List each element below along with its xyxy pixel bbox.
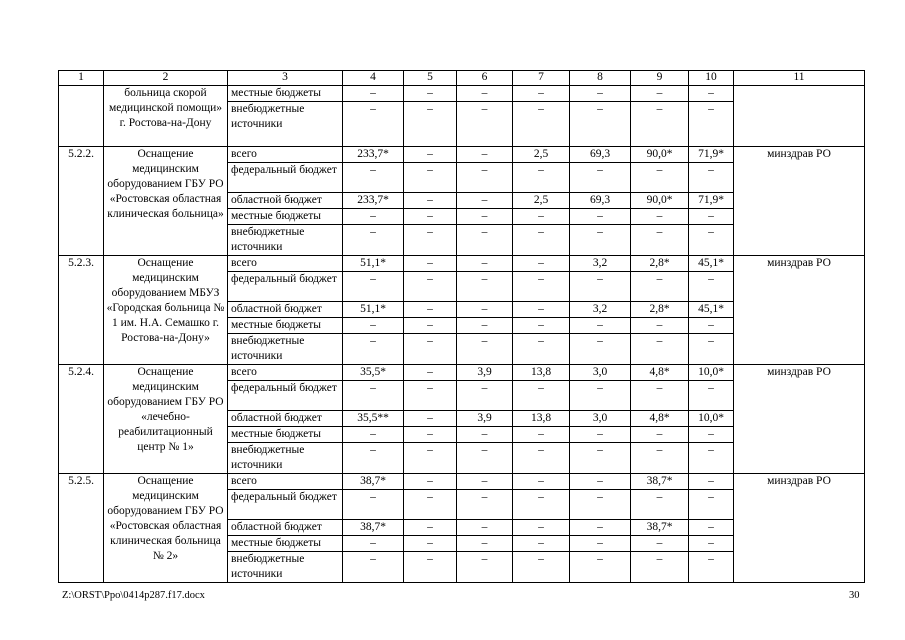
- value-cell: –: [631, 334, 689, 365]
- responsible-org-cell: [734, 86, 865, 147]
- value-cell: –: [513, 536, 570, 552]
- funding-source-cell: местные бюджеты: [228, 536, 343, 552]
- value-cell: –: [404, 443, 457, 474]
- value-cell: –: [457, 536, 513, 552]
- value-cell: 38,7*: [343, 474, 404, 490]
- value-cell: 35,5**: [343, 411, 404, 427]
- funding-source-cell: местные бюджеты: [228, 86, 343, 102]
- value-cell: –: [457, 272, 513, 302]
- item-code-cell: [59, 86, 104, 147]
- value-cell: –: [689, 552, 734, 583]
- value-cell: –: [513, 474, 570, 490]
- value-cell: –: [570, 381, 631, 411]
- header-cell: 8: [570, 71, 631, 86]
- value-cell: –: [689, 272, 734, 302]
- value-cell: –: [404, 102, 457, 147]
- value-cell: –: [631, 552, 689, 583]
- value-cell: –: [689, 381, 734, 411]
- value-cell: 2,8*: [631, 256, 689, 272]
- item-name-cell: Оснащение медицинским оборудованием ГБУ РО «Ростовская областная клиническая больница»: [104, 147, 228, 256]
- value-cell: 233,7*: [343, 147, 404, 163]
- value-cell: –: [343, 334, 404, 365]
- value-cell: –: [513, 86, 570, 102]
- value-cell: –: [513, 443, 570, 474]
- value-cell: –: [570, 225, 631, 256]
- value-cell: –: [457, 86, 513, 102]
- header-row: [59, 71, 865, 86]
- header-cell: 2: [104, 71, 228, 86]
- value-cell: –: [404, 209, 457, 225]
- value-cell: –: [689, 86, 734, 102]
- value-cell: –: [513, 163, 570, 193]
- value-cell: –: [689, 318, 734, 334]
- header-cell: 4: [343, 71, 404, 86]
- value-cell: –: [404, 256, 457, 272]
- value-cell: –: [404, 474, 457, 490]
- value-cell: –: [343, 427, 404, 443]
- funding-source-cell: внебюджетные источники: [228, 552, 343, 583]
- value-cell: –: [689, 334, 734, 365]
- value-cell: –: [570, 427, 631, 443]
- value-cell: 38,7*: [343, 520, 404, 536]
- value-cell: –: [689, 536, 734, 552]
- value-cell: 10,0*: [689, 411, 734, 427]
- file-path: Z:\ORST\Ppo\0414p287.f17.docx: [62, 590, 205, 601]
- value-cell: 3,2: [570, 256, 631, 272]
- table-row: [59, 365, 865, 381]
- page-number: 30: [849, 590, 860, 601]
- value-cell: –: [343, 552, 404, 583]
- value-cell: 233,7*: [343, 193, 404, 209]
- value-cell: –: [570, 102, 631, 147]
- value-cell: –: [513, 381, 570, 411]
- value-cell: –: [513, 427, 570, 443]
- value-cell: 10,0*: [689, 365, 734, 381]
- value-cell: –: [343, 536, 404, 552]
- value-cell: –: [457, 302, 513, 318]
- value-cell: –: [570, 536, 631, 552]
- value-cell: 3,0: [570, 365, 631, 381]
- value-cell: –: [689, 520, 734, 536]
- value-cell: –: [631, 536, 689, 552]
- value-cell: –: [404, 86, 457, 102]
- value-cell: –: [570, 552, 631, 583]
- responsible-org-cell: минздрав РО: [734, 365, 865, 474]
- value-cell: –: [513, 272, 570, 302]
- value-cell: –: [404, 163, 457, 193]
- value-cell: –: [404, 536, 457, 552]
- value-cell: –: [457, 381, 513, 411]
- value-cell: 3,2: [570, 302, 631, 318]
- value-cell: 2,8*: [631, 302, 689, 318]
- value-cell: 45,1*: [689, 302, 734, 318]
- value-cell: –: [570, 163, 631, 193]
- value-cell: 3,9: [457, 411, 513, 427]
- funding-source-cell: внебюджетные источники: [228, 443, 343, 474]
- funding-source-cell: местные бюджеты: [228, 427, 343, 443]
- value-cell: –: [570, 520, 631, 536]
- value-cell: –: [343, 381, 404, 411]
- funding-source-cell: всего: [228, 147, 343, 163]
- value-cell: –: [457, 256, 513, 272]
- value-cell: –: [689, 443, 734, 474]
- value-cell: –: [570, 318, 631, 334]
- value-cell: 90,0*: [631, 147, 689, 163]
- header-cell: 6: [457, 71, 513, 86]
- funding-source-cell: всего: [228, 256, 343, 272]
- value-cell: –: [343, 163, 404, 193]
- value-cell: –: [631, 272, 689, 302]
- responsible-org-cell: минздрав РО: [734, 147, 865, 256]
- value-cell: –: [343, 225, 404, 256]
- header-cell: 9: [631, 71, 689, 86]
- item-name-cell: Оснащение медицинским оборудованием ГБУ РО «лечебно-реабилитационный центр № 1»: [104, 365, 228, 474]
- funding-source-cell: местные бюджеты: [228, 318, 343, 334]
- value-cell: –: [404, 411, 457, 427]
- value-cell: –: [404, 225, 457, 256]
- value-cell: 4,8*: [631, 411, 689, 427]
- value-cell: 35,5*: [343, 365, 404, 381]
- value-cell: –: [570, 474, 631, 490]
- funding-source-cell: местные бюджеты: [228, 209, 343, 225]
- responsible-org-cell: минздрав РО: [734, 474, 865, 583]
- value-cell: 3,0: [570, 411, 631, 427]
- value-cell: –: [404, 334, 457, 365]
- value-cell: –: [404, 427, 457, 443]
- item-name-cell: больница скорой медицинской помощи» г. Ростова-на-Дону: [104, 86, 228, 147]
- value-cell: –: [404, 318, 457, 334]
- value-cell: –: [631, 381, 689, 411]
- value-cell: –: [570, 209, 631, 225]
- value-cell: 13,8: [513, 411, 570, 427]
- value-cell: –: [570, 272, 631, 302]
- value-cell: –: [404, 272, 457, 302]
- value-cell: –: [457, 163, 513, 193]
- funding-source-cell: областной бюджет: [228, 302, 343, 318]
- header-cell: 7: [513, 71, 570, 86]
- value-cell: 69,3: [570, 193, 631, 209]
- funding-source-cell: федеральный бюджет: [228, 163, 343, 193]
- value-cell: 90,0*: [631, 193, 689, 209]
- value-cell: –: [343, 318, 404, 334]
- value-cell: –: [631, 209, 689, 225]
- value-cell: –: [457, 443, 513, 474]
- value-cell: –: [689, 225, 734, 256]
- value-cell: –: [343, 490, 404, 520]
- funding-source-cell: федеральный бюджет: [228, 381, 343, 411]
- value-cell: –: [631, 86, 689, 102]
- value-cell: –: [404, 365, 457, 381]
- value-cell: –: [513, 102, 570, 147]
- value-cell: –: [631, 318, 689, 334]
- value-cell: –: [689, 490, 734, 520]
- value-cell: –: [457, 318, 513, 334]
- funding-source-cell: всего: [228, 365, 343, 381]
- value-cell: 51,1*: [343, 302, 404, 318]
- value-cell: –: [343, 272, 404, 302]
- value-cell: –: [343, 209, 404, 225]
- value-cell: –: [404, 490, 457, 520]
- funding-source-cell: областной бюджет: [228, 193, 343, 209]
- value-cell: –: [631, 443, 689, 474]
- item-code-cell: 5.2.2.: [59, 147, 104, 256]
- value-cell: –: [457, 520, 513, 536]
- value-cell: –: [457, 102, 513, 147]
- value-cell: –: [457, 490, 513, 520]
- value-cell: 51,1*: [343, 256, 404, 272]
- funding-source-cell: внебюджетные источники: [228, 334, 343, 365]
- value-cell: 38,7*: [631, 520, 689, 536]
- budget-table: [58, 70, 865, 583]
- item-code-cell: 5.2.5.: [59, 474, 104, 583]
- funding-source-cell: внебюджетные источники: [228, 225, 343, 256]
- value-cell: –: [689, 209, 734, 225]
- item-name-cell: Оснащение медицинским оборудованием ГБУ РО «Ростовская областная клиническая больница № 2»: [104, 474, 228, 583]
- responsible-org-cell: минздрав РО: [734, 256, 865, 365]
- item-name-cell: Оснащение медицинским оборудованием МБУЗ «Городская больница № 1 им. Н.А. Семашко г. Ростова-на-Дону»: [104, 256, 228, 365]
- header-cell: 11: [734, 71, 865, 86]
- value-cell: –: [457, 193, 513, 209]
- value-cell: 38,7*: [631, 474, 689, 490]
- table-row: [59, 147, 865, 163]
- value-cell: –: [404, 381, 457, 411]
- value-cell: 2,5: [513, 147, 570, 163]
- value-cell: –: [689, 102, 734, 147]
- value-cell: –: [457, 427, 513, 443]
- value-cell: –: [457, 209, 513, 225]
- value-cell: –: [513, 209, 570, 225]
- value-cell: –: [689, 427, 734, 443]
- header-cell: 1: [59, 71, 104, 86]
- value-cell: –: [457, 147, 513, 163]
- value-cell: –: [513, 490, 570, 520]
- header-cell: 10: [689, 71, 734, 86]
- value-cell: –: [689, 474, 734, 490]
- value-cell: –: [631, 225, 689, 256]
- funding-source-cell: внебюджетные источники: [228, 102, 343, 147]
- value-cell: 2,5: [513, 193, 570, 209]
- header-cell: 3: [228, 71, 343, 86]
- table-row: [59, 256, 865, 272]
- value-cell: –: [457, 225, 513, 256]
- value-cell: 71,9*: [689, 193, 734, 209]
- value-cell: –: [513, 318, 570, 334]
- value-cell: 4,8*: [631, 365, 689, 381]
- value-cell: –: [457, 334, 513, 365]
- value-cell: –: [343, 443, 404, 474]
- value-cell: –: [631, 163, 689, 193]
- funding-source-cell: областной бюджет: [228, 411, 343, 427]
- value-cell: –: [513, 256, 570, 272]
- value-cell: –: [457, 552, 513, 583]
- value-cell: –: [570, 443, 631, 474]
- value-cell: 3,9: [457, 365, 513, 381]
- value-cell: –: [513, 520, 570, 536]
- value-cell: 71,9*: [689, 147, 734, 163]
- funding-source-cell: всего: [228, 474, 343, 490]
- item-code-cell: 5.2.4.: [59, 365, 104, 474]
- value-cell: –: [343, 86, 404, 102]
- value-cell: –: [404, 552, 457, 583]
- value-cell: –: [570, 334, 631, 365]
- value-cell: –: [631, 102, 689, 147]
- funding-source-cell: федеральный бюджет: [228, 272, 343, 302]
- table-row: [59, 474, 865, 490]
- value-cell: 45,1*: [689, 256, 734, 272]
- value-cell: –: [631, 427, 689, 443]
- value-cell: –: [343, 102, 404, 147]
- value-cell: 13,8: [513, 365, 570, 381]
- value-cell: –: [404, 520, 457, 536]
- value-cell: –: [457, 474, 513, 490]
- value-cell: –: [513, 552, 570, 583]
- value-cell: –: [570, 86, 631, 102]
- value-cell: 69,3: [570, 147, 631, 163]
- value-cell: –: [689, 163, 734, 193]
- funding-source-cell: областной бюджет: [228, 520, 343, 536]
- header-cell: 5: [404, 71, 457, 86]
- value-cell: –: [513, 302, 570, 318]
- value-cell: –: [513, 334, 570, 365]
- value-cell: –: [404, 147, 457, 163]
- value-cell: –: [570, 490, 631, 520]
- item-code-cell: 5.2.3.: [59, 256, 104, 365]
- value-cell: –: [404, 193, 457, 209]
- funding-source-cell: федеральный бюджет: [228, 490, 343, 520]
- value-cell: –: [631, 490, 689, 520]
- value-cell: –: [513, 225, 570, 256]
- table-row: [59, 86, 865, 102]
- value-cell: –: [404, 302, 457, 318]
